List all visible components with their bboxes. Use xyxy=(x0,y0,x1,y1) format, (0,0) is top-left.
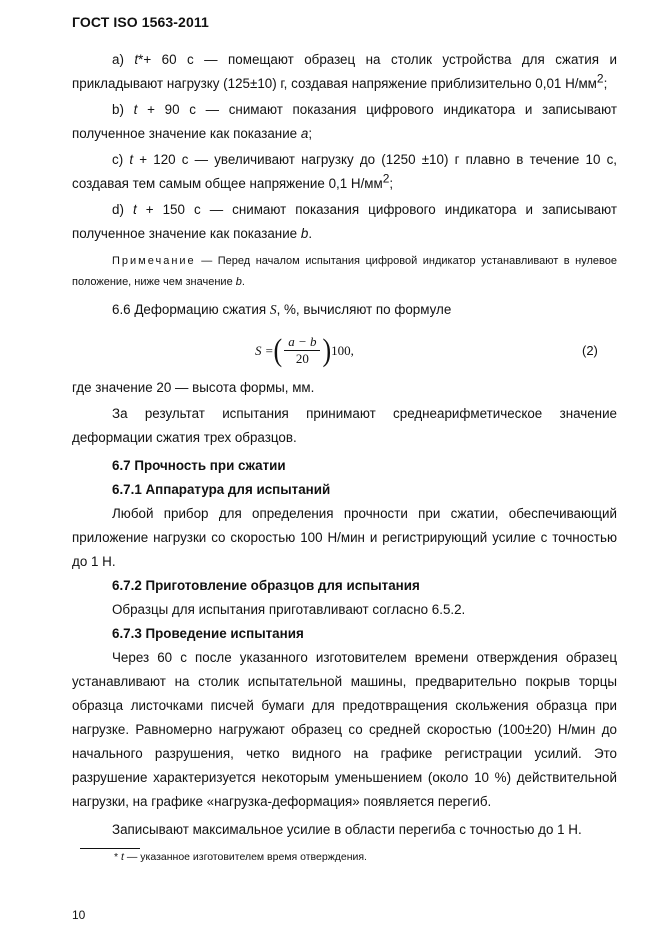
heading-6-7-2: 6.7.2 Приготовление образцов для испытания xyxy=(112,578,420,593)
section-6-6 xyxy=(72,298,617,322)
right-paren: ) xyxy=(322,332,332,368)
t-var: t xyxy=(121,851,124,863)
equation-number: (2) xyxy=(582,343,598,358)
left-paren: ( xyxy=(273,332,283,368)
superscript: 2 xyxy=(382,171,390,186)
var-b: b xyxy=(300,226,309,241)
t-var: t xyxy=(132,202,137,217)
para-6-7-2: Образцы для испытания приготавливают согласно 6.5.2. xyxy=(112,602,466,617)
page-number: 10 xyxy=(72,908,86,922)
numerator: a − b xyxy=(284,334,320,351)
superscript: 2 xyxy=(596,71,604,86)
step-label: b) xyxy=(112,102,124,117)
note xyxy=(72,251,617,293)
step-text: + 90 с — снимают показания цифрового индикатора и записывают полученное значение как показание xyxy=(72,102,617,141)
var-a: a xyxy=(300,126,309,141)
footnote-mark: * xyxy=(114,851,119,863)
document-header: ГОСТ ISO 1563-2011 xyxy=(72,14,209,30)
result-text: За результат испытания принимают среднеарифметическое значение деформации сжатия трех образцов. xyxy=(72,406,617,445)
var-s: S xyxy=(269,302,277,317)
note-body: — Перед началом испытания цифровой индикатор устанавливают в нулевое положение, ниже чем значение xyxy=(72,255,617,288)
denominator: 20 xyxy=(295,351,309,366)
step-label: а) xyxy=(112,52,124,67)
punct: . xyxy=(308,226,313,241)
step-b xyxy=(72,98,617,146)
heading-6-7: 6.7 Прочность при сжатии xyxy=(112,458,286,473)
heading-6-7-1: 6.7.1 Аппаратура для испытаний xyxy=(112,482,331,497)
footnote-text: — указанное изготовителем время отверждения. xyxy=(123,851,367,863)
t-var: t xyxy=(133,102,138,117)
step-text: + 150 с — снимают показания цифрового индикатора и записывают полученное значение как показание xyxy=(72,202,617,241)
steps-block xyxy=(72,48,617,246)
step-d xyxy=(72,198,617,246)
step-label: с) xyxy=(112,152,124,167)
step-text: + 60 с — помещают образец на столик устройства для сжатия и прикладывают нагрузку (125±10) г, создавая напряжение приблизительно 0,01 Н/мм xyxy=(72,52,617,91)
formula-lhs: S = xyxy=(255,342,274,358)
para-6-7-1: Любой прибор для определения прочности при сжатии, обеспечивающий приложение нагрузки со скоростью 100 Н/мин и регистрирующий усилие с точностью до 1 Н. xyxy=(72,506,617,569)
note-label: Примечание xyxy=(112,255,196,267)
punct: ; xyxy=(308,126,313,141)
step-a xyxy=(72,48,617,96)
var-b: b xyxy=(235,276,242,288)
punct: ; xyxy=(389,176,394,191)
heading-6-7-3: 6.7.3 Проведение испытания xyxy=(112,626,304,641)
t-var: t xyxy=(134,52,139,67)
step-text: + 120 с — увеличивают нагрузку до (1250 ±10) г плавно в течение 10 с, создавая тем самым общее напряжение 0,1 Н/мм xyxy=(72,152,617,191)
where-text: где значение 20 — высота формы, мм. xyxy=(72,380,315,395)
text: 6.6 Деформацию сжатия xyxy=(112,302,270,317)
step-label: d) xyxy=(112,202,124,217)
para-6-7-3: Через 60 с после указанного изготовителем времени отверждения образец устанавливают на столик испытательной машины, предварительно покрыв торцы образца листочками писчей бумаги для предотвращения скольжения образца при нагрузке. Равномерно нагружают образец со средней скоростью (100±20) Н/мин до начального разрушения, четко видного на графике регистрации усилий. Это разрушение характеризуется некоторым уменьшением (около 10 %) действительной нагрузки, на графике «нагрузка-деформация» появляется перегиб. xyxy=(72,650,617,809)
multiplier: 100, xyxy=(331,342,354,358)
punct: ; xyxy=(603,76,608,91)
t-var: t xyxy=(129,152,134,167)
footnote-divider xyxy=(80,848,140,849)
punct: . xyxy=(241,276,245,288)
main-block xyxy=(72,376,617,842)
note-text xyxy=(72,251,617,293)
footnote xyxy=(114,851,367,863)
text: , %, вычисляют по формуле xyxy=(276,302,452,317)
para-6-6 xyxy=(72,298,617,322)
fraction xyxy=(284,334,320,367)
formula-2 xyxy=(255,334,354,367)
step-c xyxy=(72,148,617,196)
para-6-7-3b: Записывают максимальное усилие в области перегиба с точностью до 1 Н. xyxy=(112,822,582,837)
footnote-mark: * xyxy=(138,52,144,67)
